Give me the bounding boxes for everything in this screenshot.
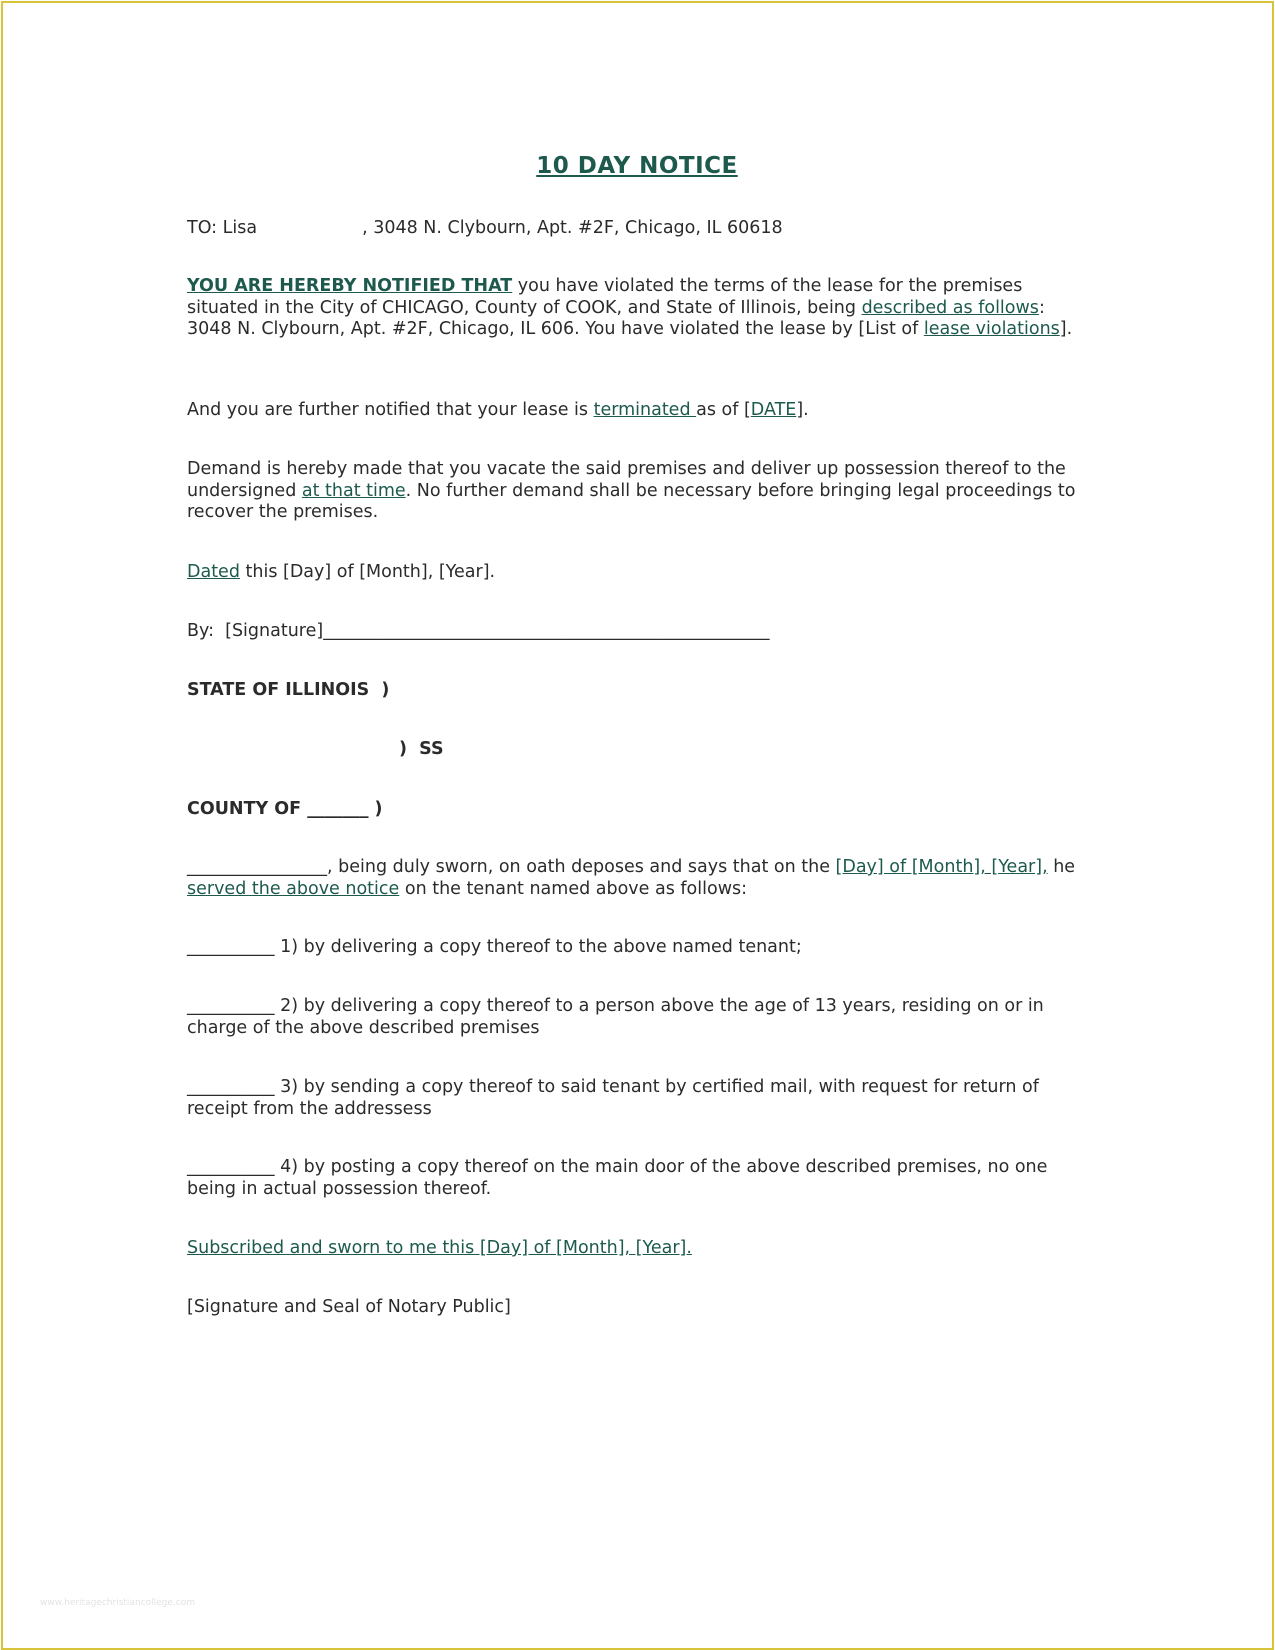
demand-text-2: . No further demand shall be necessary before bringing legal proceedings to recover the premises. (187, 480, 1076, 523)
link-day-month-year[interactable]: [Day] of [Month], [Year], (835, 857, 1048, 877)
dated-text: this [Day] of [Month], [Year]. (239, 562, 496, 582)
link-terminated[interactable]: terminated (593, 400, 697, 420)
option-2: __________ 2) by delivering a copy thereof to a person above the age of 13 years, residing on or in charge of the above described premises (187, 996, 1044, 1038)
link-at-that-time[interactable]: at that time (301, 480, 406, 501)
sworn-text-2: he (1047, 857, 1076, 877)
terminated-text-1: And you are further notified that your lease is (187, 400, 594, 420)
option-1: __________ 1) by delivering a copy thereof to the above named tenant; (187, 937, 802, 957)
notice-text-2: : 3048 N. Clybourn, Apt. #2F, Chicago, IL 606. You have violated the lease by [List of (187, 297, 1045, 340)
notice-text-1: you have violated the terms of the lease for the premises situated in the City of CHICAGO, County of COOK, and State of Illinois, being (187, 276, 1023, 318)
link-served-notice[interactable]: served the above notice (187, 878, 400, 899)
sworn-text-1: ________________, being duly sworn, on oath deposes and says that on the (187, 857, 836, 877)
notice-lead: YOU ARE HEREBY NOTIFIED THAT (187, 276, 513, 296)
link-subscribed[interactable]: Subscribed and sworn to me this [Day] of [Month], [Year]. (187, 1238, 692, 1258)
subscribed-line (187, 1238, 1087, 1260)
to-line (187, 218, 1087, 240)
to-prefix: TO: Lisa (187, 218, 258, 238)
demand-paragraph (187, 459, 1087, 524)
signature-line: By: [Signature]___________________________________________________ (187, 621, 770, 641)
link-dated[interactable]: Dated (187, 562, 240, 582)
document-page (187, 150, 1087, 1350)
demand-text-1: Demand is hereby made that you vacate the said premises and deliver up possession thereof to the undersigned (187, 459, 1066, 501)
watermark: www.heritagechristiancollege.com (40, 1598, 195, 1608)
terminated-text-2: as of [ (696, 400, 751, 420)
dated-line (187, 562, 1087, 584)
notary-line: [Signature and Seal of Notary Public] (187, 1297, 511, 1317)
document-title: 10 DAY NOTICE (536, 153, 738, 179)
document-body (187, 150, 1087, 1350)
ss-line: ) SS (399, 739, 444, 759)
notice-text-3: ]. (1059, 319, 1073, 340)
sworn-paragraph (187, 857, 1087, 900)
link-lease-violations[interactable]: lease violations (923, 319, 1060, 340)
link-described-as-follows[interactable]: described as follows (861, 297, 1039, 318)
option-3: __________ 3) by sending a copy thereof to said tenant by certified mail, with request for return of receipt from the addressess (187, 1077, 1039, 1119)
county-line: COUNTY OF _______ ) (187, 799, 383, 819)
link-date[interactable]: DATE (750, 400, 797, 420)
terminated-paragraph (187, 400, 1087, 422)
terminated-text-3: ]. (796, 400, 809, 420)
notice-paragraph (187, 276, 1087, 341)
state-line: STATE OF ILLINOIS ) (187, 680, 390, 700)
sworn-text-3: on the tenant named above as follows: (399, 878, 748, 899)
to-address: , 3048 N. Clybourn, Apt. #2F, Chicago, IL 60618 (362, 218, 783, 238)
option-4: __________ 4) by posting a copy thereof on the main door of the above described premises, no one being in actual possession thereof. (187, 1157, 1048, 1199)
